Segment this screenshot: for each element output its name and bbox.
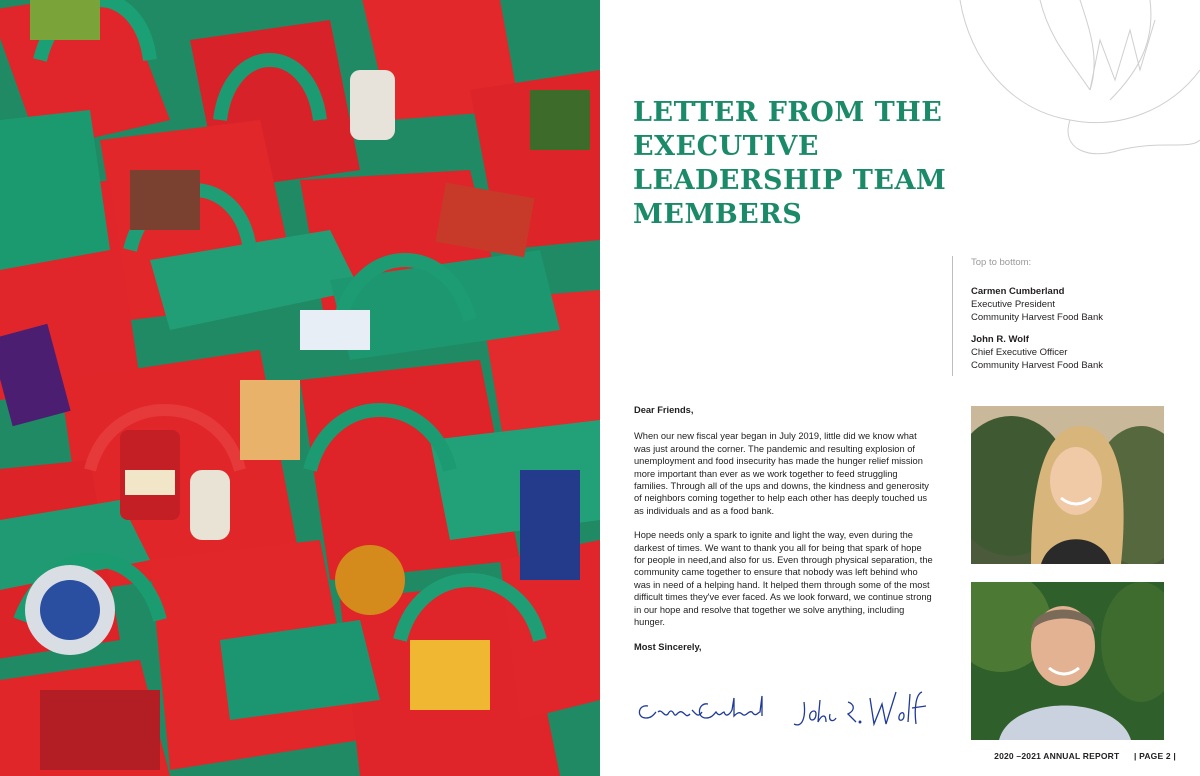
- person-org: Community Harvest Food Bank: [971, 312, 1103, 323]
- page-title: LETTER FROM THE EXECUTIVE LEADERSHIP TEAM MEMBERS: [633, 97, 947, 230]
- letter-paragraph: Hope needs only a spark to ignite and light the way, even during the darkest of times. We want to thank you all for being that spark of hope for people in need,and also for us. Even through physical separation, the community came together to ensure that nobody was left behind who was in need of a helping hand. It helped them through some of the most difficult times they've ever faced. As we look forward, we continue strong in our hope and resolve that together we solve anything, including hunger.: [634, 530, 933, 628]
- person-org: Community Harvest Food Bank: [971, 360, 1103, 371]
- letter-body: [634, 404, 934, 665]
- person-name: Carmen Cumberland: [971, 286, 1065, 297]
- letter-paragraph: When our new fiscal year began in July 2019, little did we know what was just around the corner. The pandemic and resulting explosion of unemployment and food insecurity has made the hunger relief mission more important than ever as we work together to feed struggling families. Through all of the ups and downs, the kindness and generosity of neighbors coming together to help each other has deeply touched us as individuals and as a food bank.: [634, 431, 929, 516]
- photo-caption: [952, 256, 1200, 376]
- signature-john-r-wolf: [794, 692, 926, 725]
- portrait-carmen-cumberland: [971, 406, 1164, 564]
- caption-person: [971, 285, 1200, 324]
- report-label: 2020 –2021 ANNUAL REPORT: [994, 751, 1120, 761]
- person-title: Executive President: [971, 299, 1055, 310]
- page-footer: [982, 751, 1176, 761]
- caption-person: [971, 333, 1200, 372]
- person-name: John R. Wolf: [971, 334, 1029, 345]
- portrait-john-r-wolf: [971, 582, 1164, 740]
- flower-outline-decoration: [950, 0, 1200, 160]
- letter-closing: Most Sincerely,: [634, 641, 702, 652]
- letter-page: [600, 0, 1200, 776]
- signature-carmen-cumberland: [639, 696, 762, 718]
- signatures: [634, 684, 934, 732]
- caption-lead: Top to bottom:: [971, 257, 1032, 268]
- page-number: | PAGE 2 |: [1133, 751, 1176, 761]
- letter-greeting: Dear Friends,: [634, 405, 694, 415]
- person-title: Chief Executive Officer: [971, 347, 1068, 358]
